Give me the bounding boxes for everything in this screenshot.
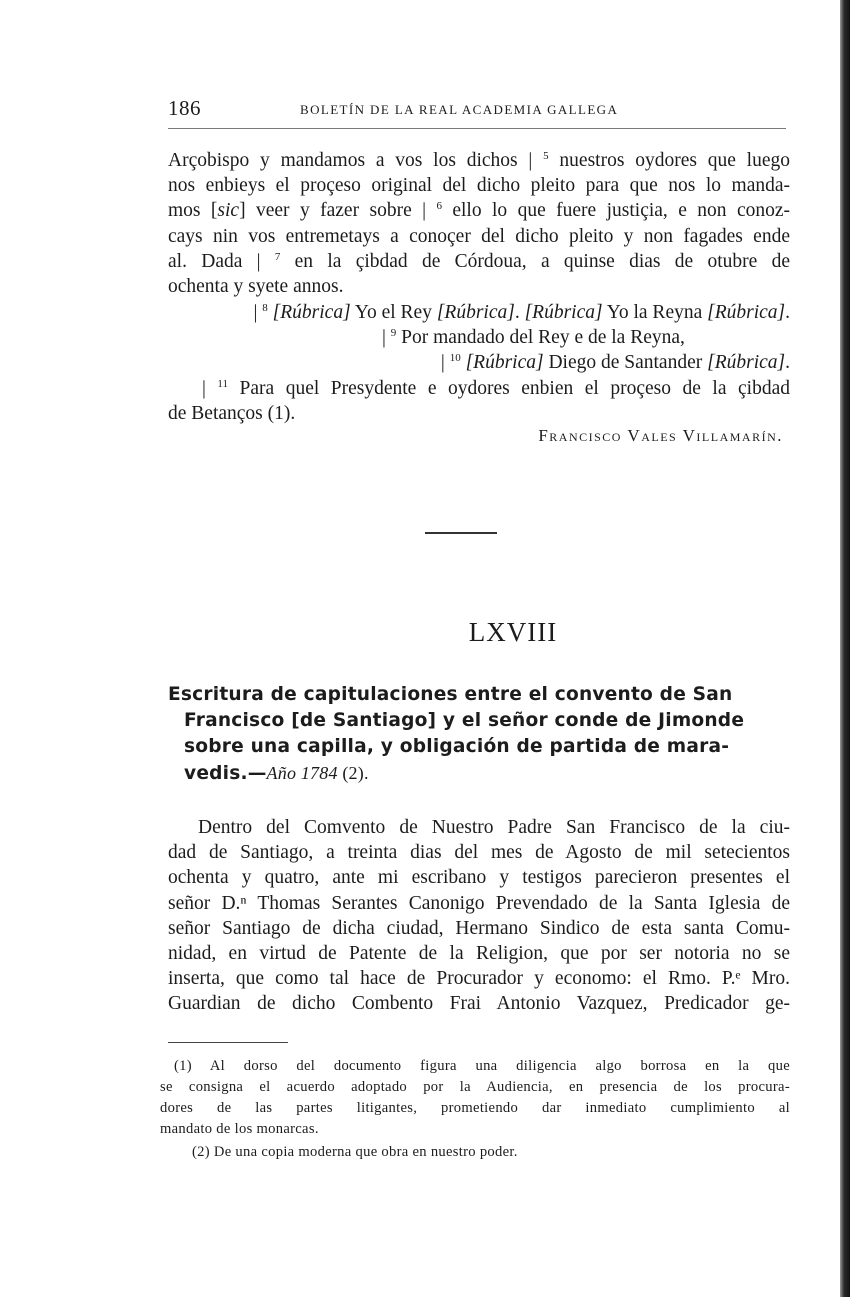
body-line: nidad, en virtud de Patente de la Religion, que por ser notoria no se bbox=[168, 942, 790, 964]
rubric-line-9: | $^9$ Por mandado del Rey e de la Reyna, bbox=[382, 327, 685, 349]
footnote-1-line: se consigna el acuerdo adoptado por la Audiencia, en presencia de los procura- bbox=[160, 1079, 790, 1095]
text-line: nos enbieys el proçeso original del dicho pleito para que nos lo manda- bbox=[168, 175, 790, 197]
rubric-line-8: | $^8$ [Rúbrica] Yo el Rey [Rúbrica]. [Rúbrica] Yo la Reyna [Rúbrica]. bbox=[253, 302, 790, 323]
body-line: señor D.ⁿ Thomas Serantes Canonigo Prevendado de la Santa Iglesia de bbox=[168, 892, 790, 914]
body-line: dad de Santiago, a treinta dias del mes de Agosto de mil setecientos bbox=[168, 842, 790, 864]
page-header bbox=[168, 96, 788, 126]
text-line: ochenta y syete annos. bbox=[168, 275, 344, 297]
rubric-line-10: | $^{10}$ [Rúbrica] Diego de Santander [Rúbrica]. bbox=[440, 352, 790, 374]
page-number: 186 bbox=[168, 96, 201, 120]
rubric-line-12: de Betanços (1). bbox=[168, 402, 296, 424]
running-title: BOLETÍN DE LA REAL ACADEMIA GALLEGA bbox=[300, 102, 619, 117]
title-line: Escritura de capitulaciones entre el convento de San bbox=[168, 684, 733, 705]
title-line: Francisco [de Santiago] y el señor conde de Jimonde bbox=[184, 710, 745, 731]
footnote-rule bbox=[168, 1042, 288, 1043]
footnote-ref: (2). bbox=[337, 763, 369, 783]
body-line: Dentro del Comvento de Nuestro Padre San Francisco de la ciu- bbox=[198, 817, 790, 838]
title-line-last: vedis.—Año 1784 (2). bbox=[184, 763, 369, 784]
previous-document-text bbox=[168, 148, 790, 299]
footnotes bbox=[160, 1056, 790, 1163]
body-line: ochenta y quatro, ante mi escribano y testigos parecieron presentes el bbox=[168, 867, 790, 889]
document-title bbox=[168, 682, 786, 787]
text-line: cays nin vos entremetays a conoçer del dicho pleito y non fagades ende bbox=[168, 225, 790, 247]
footnote-1-line: dores de las partes litigantes, prometiendo dar inmediato cumplimiento al bbox=[160, 1100, 790, 1116]
body-line: Guardian de dicho Combento Frai Antonio Vazquez, Predicador ge- bbox=[168, 993, 790, 1015]
body-line: inserta, que como tal hace de Procurador y economo: el Rmo. P.ᵉ Mro. bbox=[168, 968, 790, 990]
text-line: al. Dada | $^7$ en la çibdad de Córdoua, a quinse dias de otubre de bbox=[168, 250, 790, 272]
body-line: señor Santiago de dicha ciudad, Hermano Sindico de esta santa Comu- bbox=[168, 917, 790, 939]
footnote-1-line: (1) Al dorso del documento figura una diligencia algo borrosa en la que bbox=[174, 1058, 790, 1074]
document-number: LXVIII bbox=[468, 617, 558, 647]
header-rule bbox=[168, 128, 786, 129]
rubric-line-11: | $^{11}$ Para quel Presydente e oydores enbien el proçeso de la çibdad bbox=[202, 377, 790, 399]
page-edge-shadow bbox=[840, 0, 850, 1297]
title-line: sobre una capilla, y obligación de partida de mara- bbox=[184, 736, 730, 757]
section-separator bbox=[425, 532, 497, 534]
text-line: mos [sic] veer y fazer sobre | $^6$ ello lo que fuere justiçia, e non conoz- bbox=[168, 200, 791, 222]
rubric-lines bbox=[168, 300, 790, 426]
title-date: Año 1784 bbox=[266, 763, 338, 783]
footnote-2: (2) De una copia moderna que obra en nuestro poder. bbox=[192, 1144, 518, 1160]
author-signature: Francisco Vales Villamarín. bbox=[538, 426, 783, 445]
document-body bbox=[168, 815, 790, 1017]
footnote-1-line: mandato de los monarcas. bbox=[160, 1121, 319, 1137]
text-line: Arçobispo y mandamos a vos los dichos | $^5$ nuestros oydores que luego bbox=[168, 150, 790, 171]
